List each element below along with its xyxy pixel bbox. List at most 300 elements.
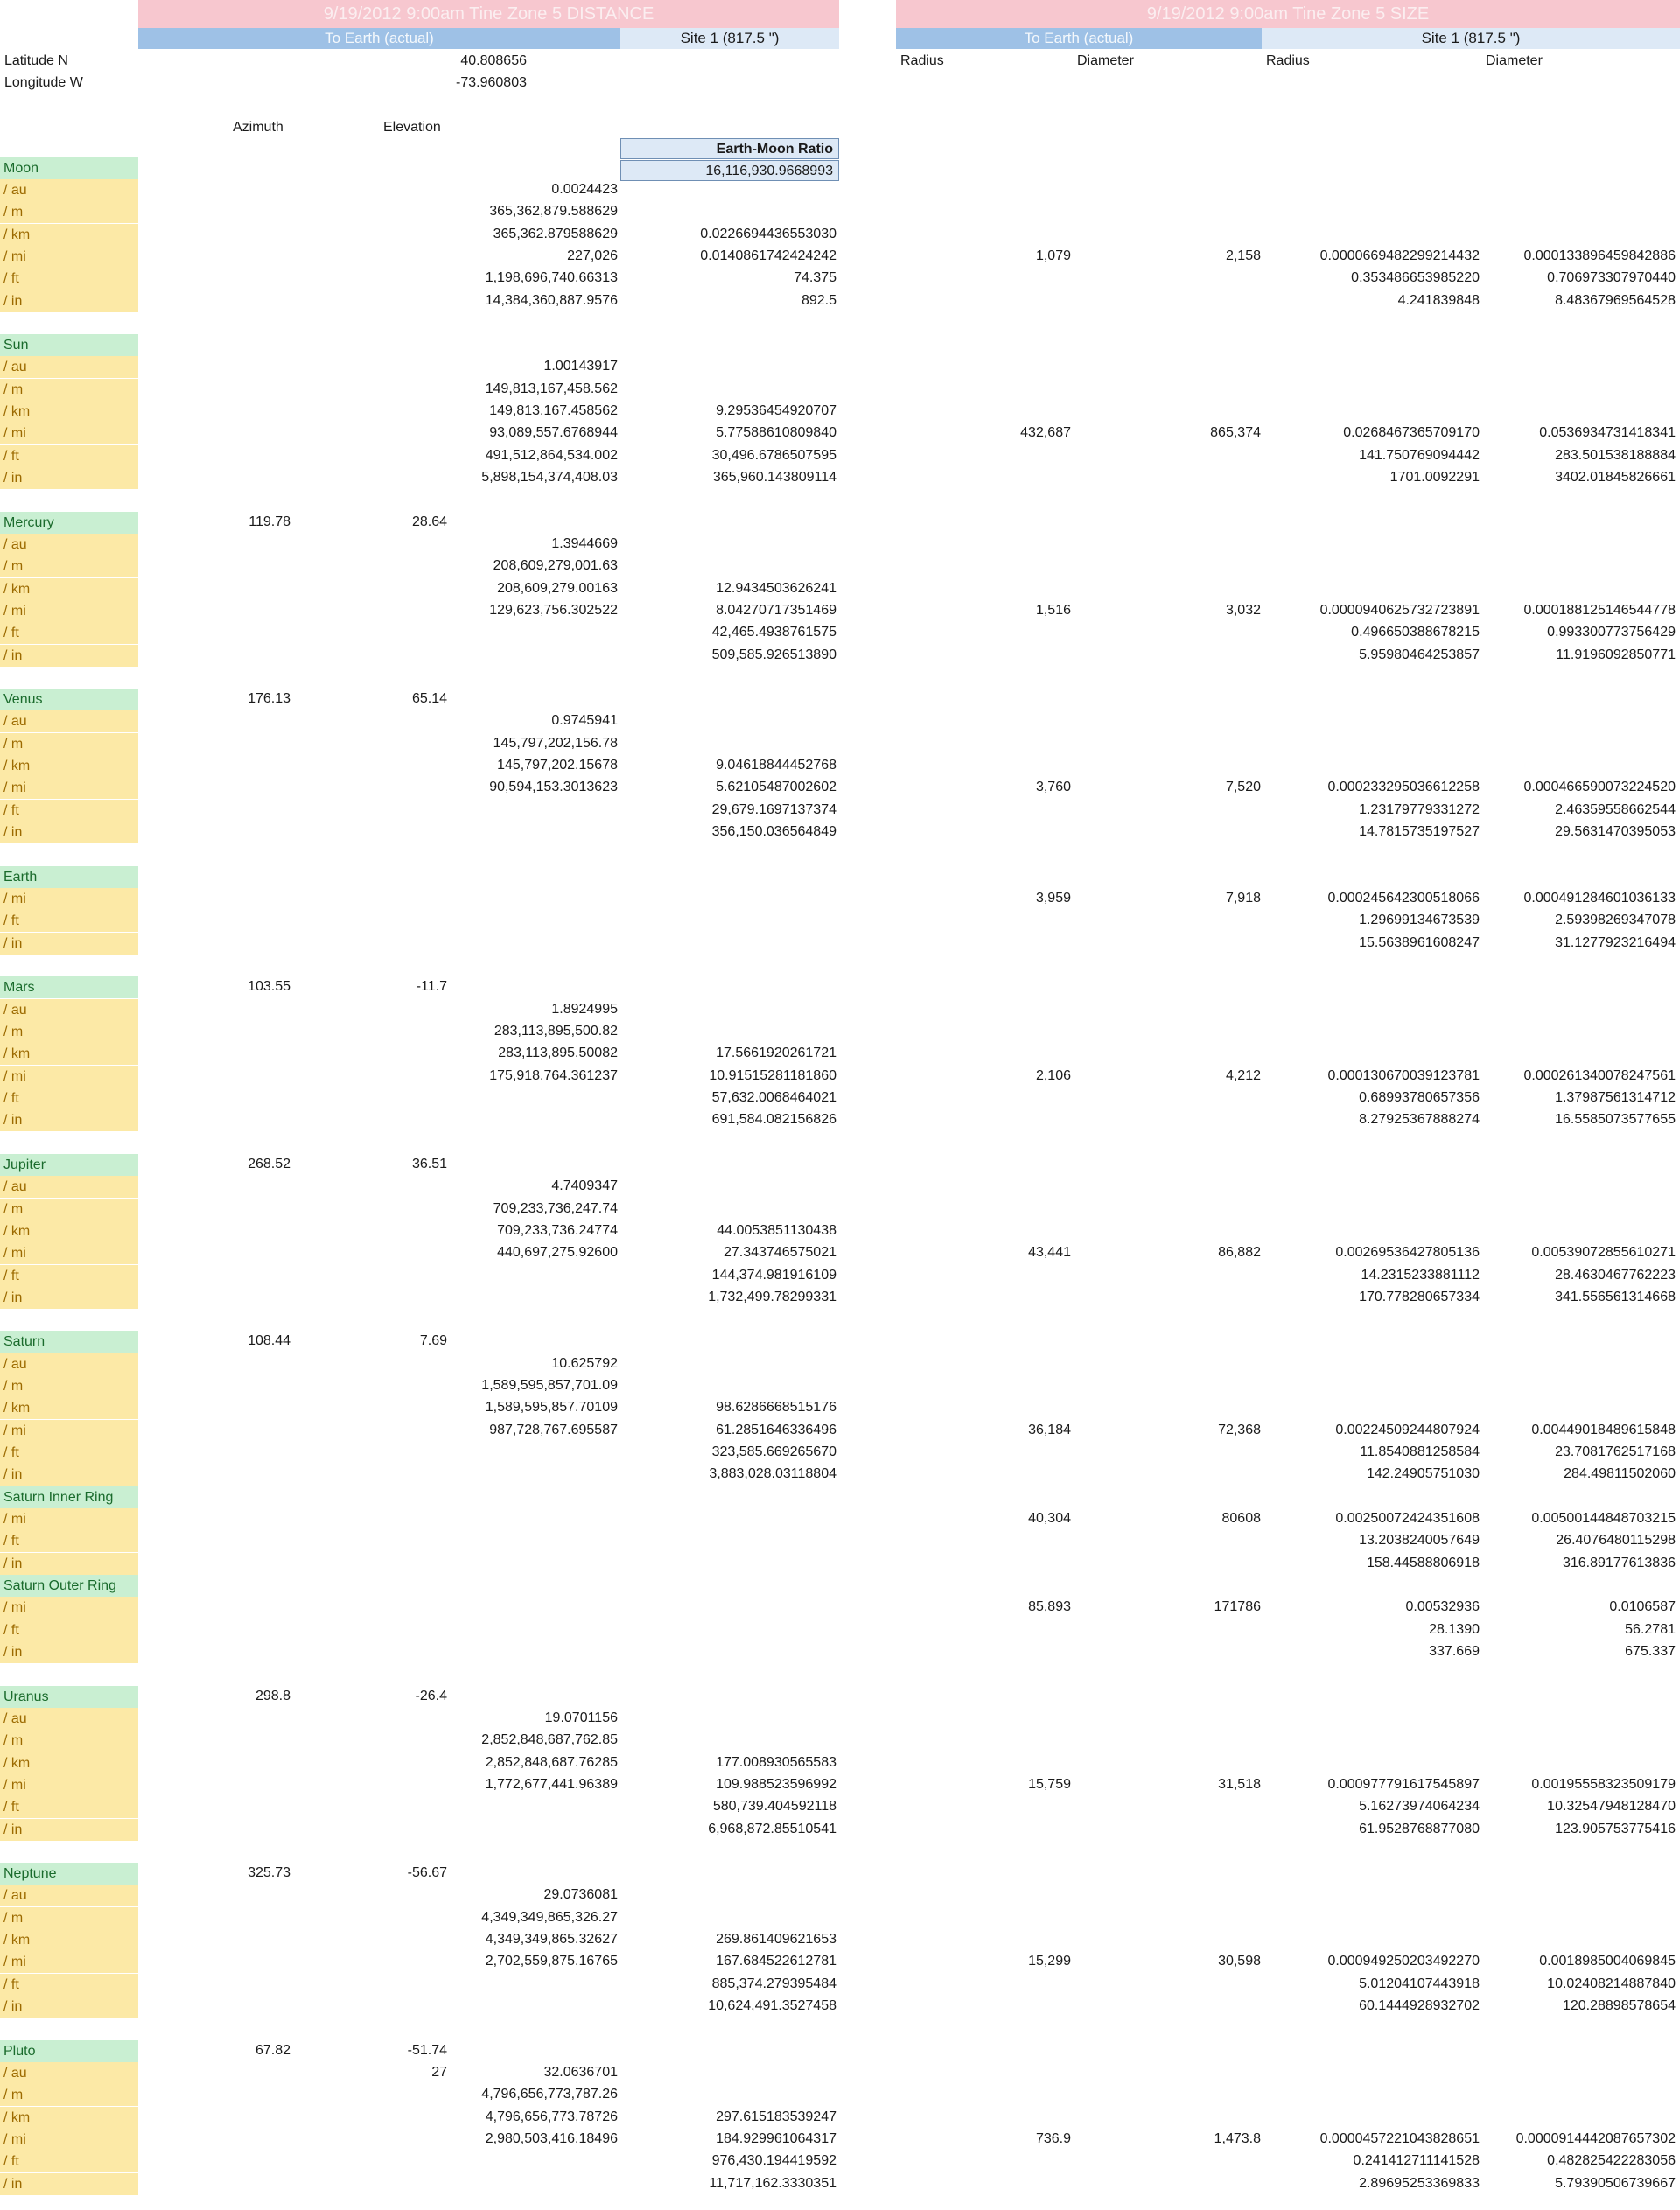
unit-label: / au xyxy=(0,2062,138,2084)
site-diameter-cell: 0.00195558323509179 xyxy=(1531,1777,1676,1792)
distance-cell: 0.9745941 xyxy=(551,713,618,728)
diameter-cell: 1,473.8 xyxy=(1214,2131,1261,2146)
distance-cell: 4,796,656,773.78726 xyxy=(485,2109,618,2124)
site-radius-cell: 61.9528768877080 xyxy=(1359,1822,1480,1836)
elevation-cell: -26.4 xyxy=(415,1689,447,1703)
radius-cell: 1,516 xyxy=(1035,603,1071,618)
unit-label: / ft xyxy=(0,1796,138,1818)
unit-label: / in xyxy=(0,2173,138,2195)
unit-label: / km xyxy=(0,755,138,777)
unit-label: / au xyxy=(0,710,138,732)
unit-label: / mi xyxy=(0,1597,138,1619)
unit-label: / mi xyxy=(0,1420,138,1442)
site-radius-cell: 0.00532936 xyxy=(1405,1599,1480,1614)
site-radius-cell: 0.000977791617545897 xyxy=(1327,1777,1480,1792)
site-radius-cell: 2.89695253369833 xyxy=(1359,2176,1480,2191)
unit-label: / au xyxy=(0,1885,138,1906)
unit-label: / ft xyxy=(0,1265,138,1287)
site-radius-cell: 15.5638961608247 xyxy=(1359,935,1480,950)
site-diameter-cell: 341.556561314668 xyxy=(1555,1290,1676,1304)
elevation-cell: 27 xyxy=(431,2065,447,2080)
site-distance-cell: 12.9434503626241 xyxy=(716,581,836,596)
site-diameter-cell: 0.482825422283056 xyxy=(1547,2153,1676,2168)
unit-label: / km xyxy=(0,224,138,246)
unit-label: / mi xyxy=(0,2129,138,2151)
unit-label: / in xyxy=(0,1641,138,1663)
site-distance-cell: 1,732,499.78299331 xyxy=(708,1290,836,1304)
site-distance-cell: 10.91515281181860 xyxy=(709,1068,836,1083)
unit-label: / ft xyxy=(0,1088,138,1109)
distance-cell: 2,852,848,687.76285 xyxy=(485,1755,618,1770)
site-diameter-cell: 56.2781 xyxy=(1625,1622,1676,1637)
radius-cell: 736.9 xyxy=(1035,2131,1071,2146)
distance-cell: 283,113,895.50082 xyxy=(498,1046,618,1060)
radius-cell: 15,299 xyxy=(1028,1954,1071,1969)
site-diameter-cell: 123.905753775416 xyxy=(1555,1822,1676,1836)
body-name-label: Pluto xyxy=(0,2040,138,2062)
distance-cell: 1,589,595,857,701.09 xyxy=(481,1378,618,1393)
unit-label: / ft xyxy=(0,910,138,932)
site-distance-cell: 892.5 xyxy=(801,293,836,308)
unit-label: / in xyxy=(0,933,138,955)
distance-cell: 149,813,167.458562 xyxy=(489,403,618,418)
site-diameter-cell: 0.000133896459842886 xyxy=(1523,248,1676,263)
site-diameter-cell: 29.5631470395053 xyxy=(1555,824,1676,839)
site-distance-cell: 177.008930565583 xyxy=(716,1755,836,1770)
site-distance-cell: 29,679.1697137374 xyxy=(711,802,836,817)
site-radius-cell: 4.241839848 xyxy=(1397,293,1480,308)
site-radius-cell: 0.68993780657356 xyxy=(1359,1090,1480,1105)
diameter-cell: 86,882 xyxy=(1218,1245,1261,1260)
diameter-cell: 171786 xyxy=(1214,1599,1261,1614)
unit-label: / au xyxy=(0,356,138,378)
distance-header: 9/19/2012 9:00am Tine Zone 5 DISTANCE xyxy=(138,0,839,28)
site-radius-cell: 1.29699134673539 xyxy=(1359,913,1480,927)
site1-header: Site 1 (817.5 ") xyxy=(620,28,839,49)
distance-cell: 29.0736081 xyxy=(543,1887,618,1902)
distance-cell: 90,594,153.3013623 xyxy=(489,780,618,794)
site-distance-cell: 9.29536454920707 xyxy=(716,403,836,418)
unit-label: / ft xyxy=(0,1442,138,1464)
site-radius-cell: 13.2038240057649 xyxy=(1359,1533,1480,1548)
diameter-cell: 31,518 xyxy=(1218,1777,1261,1792)
unit-label: / in xyxy=(0,467,138,489)
radius-cell: 36,184 xyxy=(1028,1423,1071,1437)
site-radius-cell: 0.000233295036612258 xyxy=(1327,780,1480,794)
radius-cell: 40,304 xyxy=(1028,1511,1071,1526)
unit-label: / m xyxy=(0,1199,138,1220)
radius-cell: 432,687 xyxy=(1020,425,1071,440)
site-distance-cell: 57,632.0068464021 xyxy=(711,1090,836,1105)
unit-label: / mi xyxy=(0,246,138,268)
site-radius-cell: 337.669 xyxy=(1429,1644,1480,1659)
distance-cell: 2,852,848,687,762.85 xyxy=(481,1732,618,1747)
site-radius-cell: 0.0268467365709170 xyxy=(1343,425,1480,440)
unit-label: / au xyxy=(0,179,138,201)
site-distance-cell: 74.375 xyxy=(794,270,836,285)
site-distance-cell: 44.0053851130438 xyxy=(717,1223,836,1238)
radius-cell: 1,079 xyxy=(1035,248,1071,263)
site-radius-cell: 0.000949250203492270 xyxy=(1327,1954,1480,1969)
col-site-radius: Radius xyxy=(1266,53,1310,68)
unit-label: / in xyxy=(0,1287,138,1309)
radius-cell: 15,759 xyxy=(1028,1777,1071,1792)
distance-cell: 987,728,767.695587 xyxy=(489,1423,618,1437)
unit-label: / au xyxy=(0,999,138,1021)
col-site-diameter: Diameter xyxy=(1486,53,1543,68)
site-diameter-cell: 120.28898578654 xyxy=(1562,1998,1676,2013)
body-name-label: Mars xyxy=(0,976,138,998)
site-diameter-cell: 0.000188125146544778 xyxy=(1523,603,1676,618)
unit-label: / mi xyxy=(0,1242,138,1264)
distance-cell: 365,362.879588629 xyxy=(493,227,618,241)
site-radius-cell: 1.23179779331272 xyxy=(1359,802,1480,817)
radius-cell: 43,441 xyxy=(1028,1245,1071,1260)
site-diameter-cell: 1.37987561314712 xyxy=(1555,1090,1676,1105)
col-diameter: Diameter xyxy=(1077,53,1134,68)
site-distance-cell: 42,465.4938761575 xyxy=(711,625,836,640)
site-distance-cell: 167.684522612781 xyxy=(716,1954,836,1969)
distance-cell: 709,233,736,247.74 xyxy=(493,1201,618,1216)
site-diameter-cell: 31.1277923216494 xyxy=(1555,935,1676,950)
unit-label: / km xyxy=(0,578,138,600)
site-radius-cell: 14.7815735197527 xyxy=(1359,824,1480,839)
unit-label: / km xyxy=(0,1220,138,1242)
unit-label: / mi xyxy=(0,423,138,444)
body-name-label: Neptune xyxy=(0,1863,138,1885)
site-radius-cell: 0.496650388678215 xyxy=(1351,625,1480,640)
site-radius-cell: 11.8540881258584 xyxy=(1360,1444,1480,1459)
distance-cell: 129,623,756.302522 xyxy=(489,603,618,618)
site-diameter-cell: 0.0018985004069845 xyxy=(1539,1954,1676,1969)
unit-label: / ft xyxy=(0,268,138,290)
elevation-cell: 65.14 xyxy=(411,691,447,706)
distance-cell: 145,797,202.15678 xyxy=(497,758,618,773)
site-distance-cell: 691,584.082156826 xyxy=(711,1112,836,1127)
site-diameter-cell: 5.79390506739667 xyxy=(1555,2176,1676,2191)
site-distance-cell: 30,496.6786507595 xyxy=(711,448,836,463)
col-azimuth: Azimuth xyxy=(233,120,284,135)
distance-cell: 32.0636701 xyxy=(543,2065,618,2080)
body-name-label: Sun xyxy=(0,334,138,356)
distance-cell: 5,898,154,374,408.03 xyxy=(481,470,618,485)
site-distance-cell: 184.929961064317 xyxy=(716,2131,836,2146)
diameter-cell: 4,212 xyxy=(1225,1068,1261,1083)
site-radius-cell: 0.353486653985220 xyxy=(1351,270,1480,285)
body-name-label: Mercury xyxy=(0,512,138,534)
earth-moon-ratio-value: 16,116,930.9668993 xyxy=(620,160,839,181)
site-distance-cell: 356,150.036564849 xyxy=(711,824,836,839)
diameter-cell: 865,374 xyxy=(1210,425,1261,440)
unit-label: / m xyxy=(0,2084,138,2106)
site-radius-cell: 0.00224509244807924 xyxy=(1335,1423,1480,1437)
azimuth-cell: 119.78 xyxy=(248,514,290,529)
radius-cell: 3,760 xyxy=(1035,780,1071,794)
site-diameter-cell: 0.0536934731418341 xyxy=(1539,425,1676,440)
col-radius: Radius xyxy=(900,53,944,68)
unit-label: / mi xyxy=(0,600,138,622)
longitude-label: Longitude W xyxy=(4,75,83,90)
site-distance-cell: 269.861409621653 xyxy=(716,1932,836,1947)
diameter-cell: 2,158 xyxy=(1225,248,1261,263)
site-diameter-cell: 2.46359558662544 xyxy=(1555,802,1676,817)
distance-cell: 0.0024423 xyxy=(551,182,618,197)
site-diameter-cell: 0.706973307970440 xyxy=(1547,270,1676,285)
site-diameter-cell: 10.02408214887840 xyxy=(1547,1976,1676,1991)
size-site1-header: Site 1 (817.5 ") xyxy=(1262,28,1680,49)
site-radius-cell: 5.95980464253857 xyxy=(1359,647,1480,662)
diameter-cell: 80608 xyxy=(1222,1511,1261,1526)
body-name-label: Venus xyxy=(0,689,138,710)
site-diameter-cell: 0.00539072855610271 xyxy=(1531,1245,1676,1260)
elevation-cell: 36.51 xyxy=(411,1157,447,1171)
distance-cell: 2,702,559,875.16765 xyxy=(485,1954,618,1969)
azimuth-cell: 108.44 xyxy=(248,1333,290,1348)
unit-label: / in xyxy=(0,1553,138,1575)
unit-label: / mi xyxy=(0,777,138,799)
unit-label: / au xyxy=(0,1353,138,1375)
site-radius-cell: 5.16273974064234 xyxy=(1359,1799,1480,1814)
unit-label: / in xyxy=(0,290,138,312)
distance-cell: 4,349,349,865.32627 xyxy=(485,1932,618,1947)
site-radius-cell: 0.0000669482299214432 xyxy=(1320,248,1480,263)
site-distance-cell: 365,960.143809114 xyxy=(712,470,836,485)
site-distance-cell: 17.5661920261721 xyxy=(716,1046,836,1060)
site-diameter-cell: 284.49811502060 xyxy=(1564,1466,1676,1481)
site-radius-cell: 0.000130670039123781 xyxy=(1327,1068,1480,1083)
longitude-value: -73.960803 xyxy=(456,75,527,90)
site-distance-cell: 5.77588610809840 xyxy=(716,425,836,440)
distance-cell: 145,797,202,156.78 xyxy=(493,736,618,751)
site-radius-cell: 0.0000940625732723891 xyxy=(1320,603,1480,618)
site-diameter-cell: 11.9196092850771 xyxy=(1556,647,1676,662)
site-distance-cell: 297.615183539247 xyxy=(716,2109,836,2124)
site-diameter-cell: 3402.01845826661 xyxy=(1555,470,1676,485)
site-distance-cell: 9.04618844452768 xyxy=(716,758,836,773)
site-distance-cell: 8.04270717351469 xyxy=(716,603,836,618)
radius-cell: 2,106 xyxy=(1035,1068,1071,1083)
site-distance-cell: 323,585.669265670 xyxy=(711,1444,836,1459)
distance-cell: 93,089,557.6768944 xyxy=(489,425,618,440)
distance-cell: 440,697,275.92600 xyxy=(497,1245,618,1260)
distance-cell: 149,813,167,458.562 xyxy=(485,381,618,396)
body-name-label: Saturn Inner Ring xyxy=(0,1486,138,1508)
site-diameter-cell: 0.00500144848703215 xyxy=(1531,1511,1676,1526)
site-distance-cell: 109.988523596992 xyxy=(716,1777,836,1792)
site-diameter-cell: 2.59398269347078 xyxy=(1555,913,1676,927)
site-diameter-cell: 16.5585073577655 xyxy=(1555,1112,1676,1127)
unit-label: / mi xyxy=(0,1774,138,1796)
unit-label: / m xyxy=(0,1021,138,1043)
unit-label: / mi xyxy=(0,888,138,910)
site-diameter-cell: 28.4630467762223 xyxy=(1555,1268,1676,1283)
unit-label: / km xyxy=(0,1397,138,1419)
elevation-cell: 28.64 xyxy=(411,514,447,529)
distance-cell: 709,233,736.24774 xyxy=(497,1223,618,1238)
site-diameter-cell: 0.000466590073224520 xyxy=(1523,780,1676,794)
site-diameter-cell: 8.48367969564528 xyxy=(1555,293,1676,308)
distance-cell: 4,349,349,865,326.27 xyxy=(481,1910,618,1925)
site-distance-cell: 61.2851646336496 xyxy=(716,1423,836,1437)
body-name-label: Uranus xyxy=(0,1686,138,1708)
size-header: 9/19/2012 9:00am Tine Zone 5 SIZE xyxy=(896,0,1680,28)
diameter-cell: 7,520 xyxy=(1225,780,1261,794)
unit-label: / in xyxy=(0,1464,138,1486)
site-diameter-cell: 0.0000914442087657302 xyxy=(1516,2131,1676,2146)
site-distance-cell: 0.0226694436553030 xyxy=(700,227,836,241)
unit-label: / in xyxy=(0,1109,138,1131)
site-radius-cell: 0.00269536427805136 xyxy=(1335,1245,1480,1260)
site-distance-cell: 11,717,162.3330351 xyxy=(709,2176,836,2191)
body-name-label: Earth xyxy=(0,866,138,888)
unit-label: / ft xyxy=(0,1619,138,1641)
site-radius-cell: 158.44588806918 xyxy=(1366,1556,1480,1570)
radius-cell: 85,893 xyxy=(1028,1599,1071,1614)
site-diameter-cell: 0.000491284601036133 xyxy=(1523,891,1676,906)
diameter-cell: 7,918 xyxy=(1225,891,1261,906)
elevation-cell: 7.69 xyxy=(419,1333,447,1348)
unit-label: / km xyxy=(0,1043,138,1065)
site-distance-cell: 6,968,872.85510541 xyxy=(708,1822,836,1836)
site-diameter-cell: 675.337 xyxy=(1625,1644,1676,1659)
unit-label: / in xyxy=(0,1819,138,1841)
diameter-cell: 3,032 xyxy=(1225,603,1261,618)
distance-cell: 1.8924995 xyxy=(551,1002,618,1017)
site-radius-cell: 14.2315233881112 xyxy=(1361,1268,1480,1283)
site-radius-cell: 170.778280657334 xyxy=(1359,1290,1480,1304)
site-distance-cell: 580,739.404592118 xyxy=(712,1799,836,1814)
unit-label: / km xyxy=(0,2107,138,2129)
distance-cell: 2,980,503,416.18496 xyxy=(485,2131,618,2146)
site-distance-cell: 509,585.926513890 xyxy=(711,647,836,662)
site-diameter-cell: 0.00449018489615848 xyxy=(1531,1423,1676,1437)
unit-label: / mi xyxy=(0,1951,138,1973)
diameter-cell: 72,368 xyxy=(1218,1423,1261,1437)
site-distance-cell: 144,374.981916109 xyxy=(711,1268,836,1283)
unit-label: / m xyxy=(0,733,138,755)
distance-cell: 227,026 xyxy=(567,248,618,263)
site-radius-cell: 0.241412711141528 xyxy=(1353,2153,1480,2168)
unit-label: / ft xyxy=(0,1974,138,1996)
distance-cell: 208,609,279.00163 xyxy=(497,581,618,596)
unit-label: / in xyxy=(0,822,138,843)
unit-label: / m xyxy=(0,556,138,577)
site-diameter-cell: 0.000261340078247561 xyxy=(1523,1068,1676,1083)
site-diameter-cell: 0.0106587 xyxy=(1609,1599,1676,1614)
distance-cell: 208,609,279,001.63 xyxy=(493,558,618,573)
body-name-label: Saturn Outer Ring xyxy=(0,1575,138,1597)
unit-label: / ft xyxy=(0,445,138,467)
site-diameter-cell: 10.32547948128470 xyxy=(1547,1799,1676,1814)
body-name-label: Jupiter xyxy=(0,1154,138,1176)
azimuth-cell: 67.82 xyxy=(255,2043,290,2058)
site-distance-cell: 3,883,028.03118804 xyxy=(709,1466,836,1481)
site-radius-cell: 142.24905751030 xyxy=(1366,1466,1480,1481)
distance-cell: 1.3944669 xyxy=(551,536,618,551)
site-radius-cell: 28.1390 xyxy=(1429,1622,1480,1637)
site-radius-cell: 141.750769094442 xyxy=(1359,448,1480,463)
unit-label: / au xyxy=(0,534,138,556)
unit-label: / m xyxy=(0,201,138,223)
unit-label: / au xyxy=(0,1708,138,1730)
site-radius-cell: 0.000245642300518066 xyxy=(1327,891,1480,906)
site-radius-cell: 0.0000457221043828651 xyxy=(1320,2131,1480,2146)
unit-label: / in xyxy=(0,1996,138,2018)
unit-label: / ft xyxy=(0,2151,138,2172)
site-diameter-cell: 316.89177613836 xyxy=(1562,1556,1676,1570)
distance-cell: 1,198,696,740.66313 xyxy=(485,270,618,285)
elevation-cell: -51.74 xyxy=(407,2043,447,2058)
unit-label: / ft xyxy=(0,622,138,644)
unit-label: / km xyxy=(0,401,138,423)
unit-label: / m xyxy=(0,1375,138,1397)
distance-cell: 1,589,595,857.70109 xyxy=(485,1400,618,1415)
site-radius-cell: 5.01204107443918 xyxy=(1359,1976,1480,1991)
distance-cell: 10.625792 xyxy=(551,1356,618,1371)
unit-label: / mi xyxy=(0,1066,138,1088)
unit-label: / km xyxy=(0,1929,138,1951)
unit-label: / mi xyxy=(0,1508,138,1530)
site-distance-cell: 5.62105487002602 xyxy=(716,780,836,794)
to-earth-header: To Earth (actual) xyxy=(138,28,620,49)
latitude-value: 40.808656 xyxy=(460,53,527,68)
unit-label: / m xyxy=(0,1730,138,1752)
body-name-label: Moon xyxy=(0,157,138,179)
distance-cell: 1.00143917 xyxy=(543,359,618,374)
site-distance-cell: 10,624,491.3527458 xyxy=(708,1998,836,2013)
site-distance-cell: 98.6286668515176 xyxy=(716,1400,836,1415)
radius-cell: 3,959 xyxy=(1035,891,1071,906)
distance-cell: 19.0701156 xyxy=(544,1710,618,1725)
elevation-cell: -56.67 xyxy=(407,1865,447,1880)
site-radius-cell: 60.1444928932702 xyxy=(1359,1998,1480,2013)
azimuth-cell: 103.55 xyxy=(248,979,290,994)
size-to-earth-header: To Earth (actual) xyxy=(896,28,1262,49)
site-distance-cell: 0.0140861742424242 xyxy=(700,248,836,263)
diameter-cell: 30,598 xyxy=(1218,1954,1261,1969)
distance-cell: 4.7409347 xyxy=(551,1178,618,1193)
site-radius-cell: 1701.0092291 xyxy=(1390,470,1480,485)
unit-label: / in xyxy=(0,645,138,667)
site-radius-cell: 8.27925367888274 xyxy=(1359,1112,1480,1127)
elevation-cell: -11.7 xyxy=(416,979,447,994)
earth-moon-ratio-label: Earth-Moon Ratio xyxy=(620,138,839,159)
azimuth-cell: 176.13 xyxy=(248,691,290,706)
site-distance-cell: 976,430.194419592 xyxy=(711,2153,836,2168)
azimuth-cell: 325.73 xyxy=(248,1865,290,1880)
distance-cell: 1,772,677,441.96389 xyxy=(485,1777,618,1792)
latitude-label: Latitude N xyxy=(4,53,68,68)
unit-label: / ft xyxy=(0,1530,138,1552)
distance-cell: 14,384,360,887.9576 xyxy=(485,293,618,308)
distance-cell: 175,918,764.361237 xyxy=(489,1068,618,1083)
unit-label: / ft xyxy=(0,800,138,822)
distance-cell: 365,362,879.588629 xyxy=(489,204,618,219)
site-radius-cell: 0.00250072424351608 xyxy=(1335,1511,1480,1526)
distance-cell: 491,512,864,534.002 xyxy=(485,448,618,463)
site-distance-cell: 885,374.279395484 xyxy=(711,1976,836,1991)
unit-label: / au xyxy=(0,1176,138,1198)
unit-label: / m xyxy=(0,1907,138,1929)
site-diameter-cell: 23.7081762517168 xyxy=(1555,1444,1676,1459)
distance-cell: 283,113,895,500.82 xyxy=(494,1024,618,1039)
distance-cell: 4,796,656,773,787.26 xyxy=(481,2087,618,2102)
site-diameter-cell: 26.4076480115298 xyxy=(1556,1533,1676,1548)
site-distance-cell: 27.343746575021 xyxy=(723,1245,836,1260)
site-diameter-cell: 283.501538188884 xyxy=(1555,448,1676,463)
unit-label: / km xyxy=(0,1752,138,1774)
azimuth-cell: 298.8 xyxy=(255,1689,290,1703)
